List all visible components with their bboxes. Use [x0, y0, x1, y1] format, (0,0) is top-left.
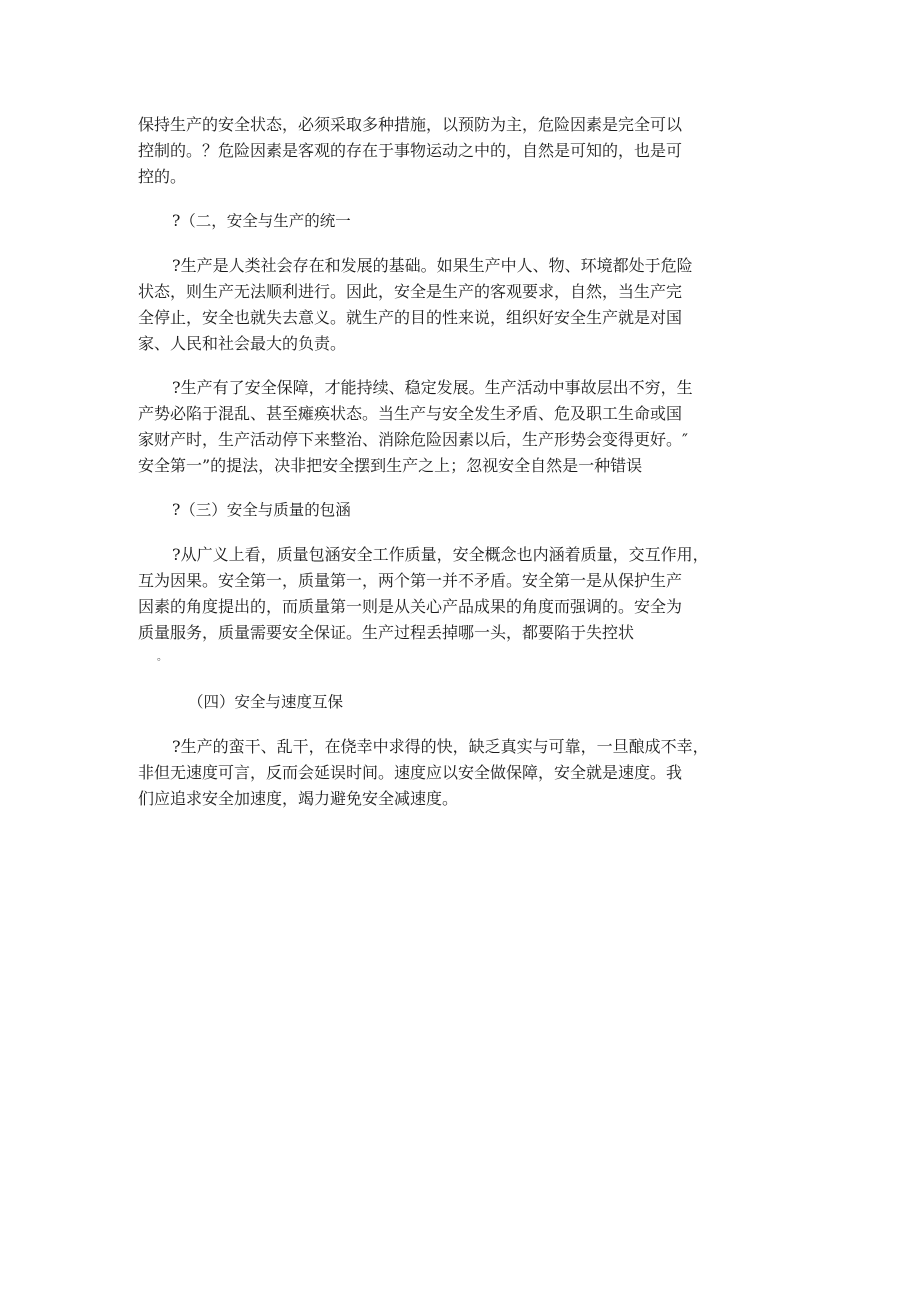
paragraph-line: ?生产有了安全保障，才能持续、稳定发展。生产活动中事故层出不穷，生 [172, 378, 693, 397]
section-heading: （四）安全与速度互保 [188, 693, 344, 711]
paragraph-line: ?生产的蛮干、乱干，在侥幸中求得的快，缺乏真实与可靠，一旦酿成不幸， [172, 737, 709, 756]
paragraph-line: 保持生产的安全状态，必须采取多种措施，以预防为主，危险因素是完全可以 [138, 115, 683, 134]
section-heading: ?（二，安全与生产的统一 [172, 212, 351, 230]
paragraph-line: 因素的角度提出的，而质量第一则是从关心产品成果的角度而强调的。安全为 [138, 597, 683, 616]
paragraph-line: 控的。 [138, 167, 187, 186]
paragraph-line: 状态，则生产无法顺利进行。因此，安全是生产的客观要求，自然，当生产完 [138, 282, 683, 301]
paragraph-line: 们应追求安全加速度，竭力避免安全减速度。 [138, 789, 459, 808]
paragraph-line: 互为因果。安全第一，质量第一，两个第一并不矛盾。安全第一是从保护生产 [138, 571, 683, 590]
paragraph-line: ?生产是人类社会存在和发展的基础。如果生产中人、物、环境都处于危险 [172, 256, 693, 275]
paragraph-line: 全停止，安全也就失去意义。就生产的目的性来说，组织好安全生产就是对国 [138, 308, 683, 327]
paragraph-line: 安全第一”的提法，决非把安全摆到生产之上；忽视安全自然是一种错误 [138, 456, 643, 475]
paragraph-line: 家、人民和社会最大的负责。 [138, 334, 347, 353]
section-heading: ?（三）安全与质量的包涵 [172, 501, 351, 519]
paragraph-line: 家财产时，生产活动停下来整治、消除危险因素以后，生产形势会变得更好。″ [138, 430, 688, 449]
paragraph-line: 非但无速度可言，反而会延误时间。速度应以安全做保障，安全就是速度。我 [138, 763, 683, 782]
paragraph-line: 控制的。？危险因素是客观的存在于事物运动之中的，自然是可知的，也是可 [138, 141, 683, 160]
paragraph-line: 质量服务，质量需要安全保证。生产过程丢掉哪一头，都要陷于失控状 [138, 623, 635, 642]
paragraph-line: ?从广义上看，质量包涵安全工作质量，安全概念也内涵着质量，交互作用， [172, 545, 709, 564]
trailing-mark: 。 [157, 652, 167, 663]
paragraph-line: 产势必陷于混乱、甚至瘫痪状态。当生产与安全发生矛盾、危及职工生命或国 [138, 404, 683, 423]
